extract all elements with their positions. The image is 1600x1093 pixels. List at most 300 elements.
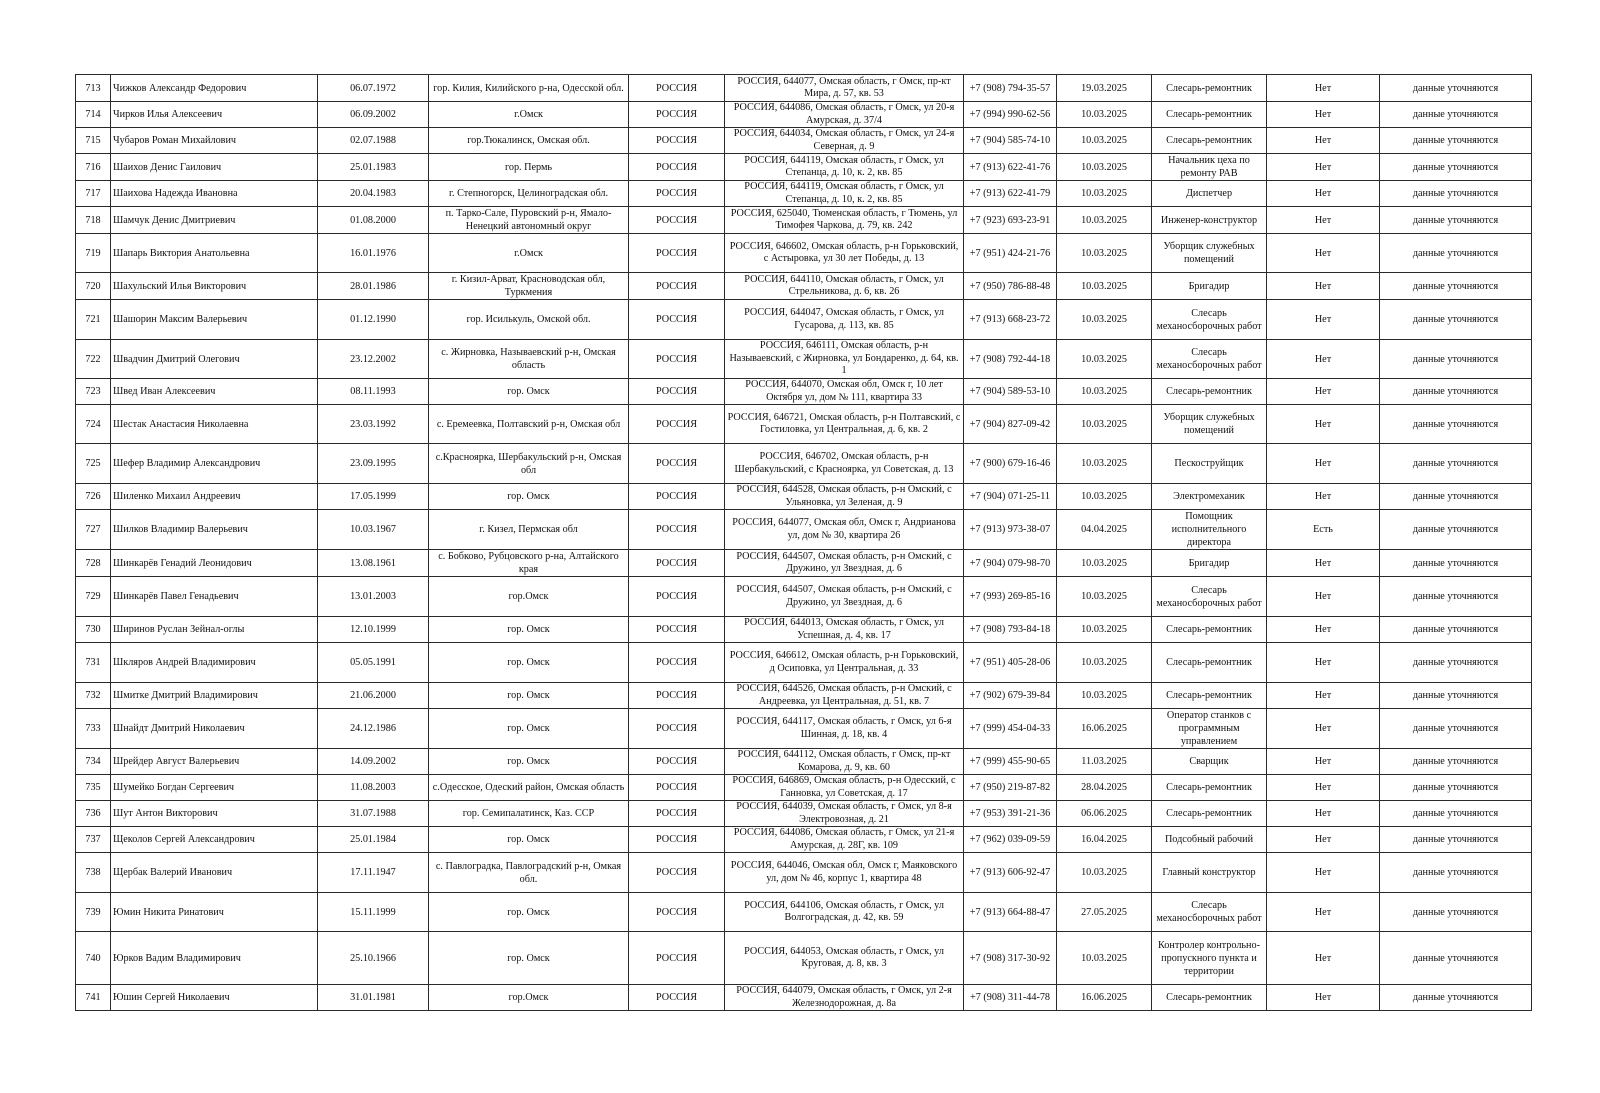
- note-cell: данные уточняются: [1380, 709, 1532, 749]
- birth-date-cell: 25.10.1966: [318, 932, 429, 985]
- full-name-cell: Юшин Сергей Николаевич: [111, 985, 318, 1011]
- full-name-cell: Швадчин Дмитрий Олегович: [111, 340, 318, 379]
- phone-cell: +7 (913) 606-92-47: [964, 853, 1057, 893]
- birth-place-cell: гор. Омск: [429, 749, 629, 775]
- full-name-cell: Шинкарёв Генадий Леонидович: [111, 550, 318, 577]
- row-number-cell: 740: [76, 932, 111, 985]
- row-number-cell: 719: [76, 234, 111, 273]
- hire-date-cell: 10.03.2025: [1057, 550, 1152, 577]
- row-number-cell: 734: [76, 749, 111, 775]
- phone-cell: +7 (950) 786-88-48: [964, 273, 1057, 300]
- address-cell: РОССИЯ, 644112, Омская область, г Омск, пр-кт Комарова, д. 9, кв. 60: [725, 749, 964, 775]
- flag-cell: Есть: [1267, 510, 1380, 550]
- position-cell: Слесарь механосборочных работ: [1152, 340, 1267, 379]
- full-name-cell: Шкляров Андрей Владимирович: [111, 643, 318, 683]
- position-cell: Уборщик служебных помещений: [1152, 234, 1267, 273]
- row-number-cell: 716: [76, 154, 111, 181]
- row-number-cell: 736: [76, 801, 111, 827]
- birth-date-cell: 23.03.1992: [318, 405, 429, 444]
- note-cell: данные уточняются: [1380, 577, 1532, 617]
- hire-date-cell: 19.03.2025: [1057, 75, 1152, 102]
- note-cell: данные уточняются: [1380, 340, 1532, 379]
- position-cell: Главный конструктор: [1152, 853, 1267, 893]
- address-cell: РОССИЯ, 644077, Омская обл, Омск г, Андрианова ул, дом № 30, квартира 26: [725, 510, 964, 550]
- address-cell: РОССИЯ, 625040, Тюменская область, г Тюмень, ул Тимофея Чаркова, д. 79, кв. 242: [725, 207, 964, 234]
- birth-date-cell: 13.01.2003: [318, 577, 429, 617]
- phone-cell: +7 (904) 589-53-10: [964, 379, 1057, 405]
- phone-cell: +7 (923) 693-23-91: [964, 207, 1057, 234]
- flag-cell: Нет: [1267, 932, 1380, 985]
- birth-date-cell: 17.05.1999: [318, 484, 429, 510]
- row-number-cell: 717: [76, 181, 111, 207]
- phone-cell: +7 (951) 405-28-06: [964, 643, 1057, 683]
- position-cell: Оператор станков с программным управлением: [1152, 709, 1267, 749]
- birth-place-cell: п. Тарко-Сале, Пуровский р-н, Ямало-Ненецкий автономный округ: [429, 207, 629, 234]
- birth-date-cell: 31.07.1988: [318, 801, 429, 827]
- birth-place-cell: гор. Омск: [429, 379, 629, 405]
- position-cell: Слесарь-ремонтник: [1152, 75, 1267, 102]
- country-cell: РОССИЯ: [629, 128, 725, 154]
- table-row: [76, 405, 1532, 444]
- flag-cell: Нет: [1267, 405, 1380, 444]
- phone-cell: +7 (908) 311-44-78: [964, 985, 1057, 1011]
- birth-place-cell: гор. Омск: [429, 709, 629, 749]
- position-cell: Сварщик: [1152, 749, 1267, 775]
- position-cell: Пескоструйщик: [1152, 444, 1267, 484]
- table-row: [76, 273, 1532, 300]
- hire-date-cell: 10.03.2025: [1057, 340, 1152, 379]
- row-number-cell: 735: [76, 775, 111, 801]
- position-cell: Бригадир: [1152, 273, 1267, 300]
- birth-place-cell: г. Кизел, Пермская обл: [429, 510, 629, 550]
- birth-date-cell: 01.12.1990: [318, 300, 429, 340]
- birth-date-cell: 21.06.2000: [318, 683, 429, 709]
- table-row: [76, 577, 1532, 617]
- flag-cell: Нет: [1267, 985, 1380, 1011]
- row-number-cell: 727: [76, 510, 111, 550]
- full-name-cell: Шестак Анастасия Николаевна: [111, 405, 318, 444]
- birth-date-cell: 31.01.1981: [318, 985, 429, 1011]
- row-number-cell: 728: [76, 550, 111, 577]
- table-row: [76, 643, 1532, 683]
- birth-place-cell: с.Красноярка, Шербакульский р-н, Омская обл: [429, 444, 629, 484]
- note-cell: данные уточняются: [1380, 273, 1532, 300]
- address-cell: РОССИЯ, 646612, Омская область, р-н Горьковский, д Осиповка, ул Центральная, д. 33: [725, 643, 964, 683]
- row-number-cell: 713: [76, 75, 111, 102]
- hire-date-cell: 10.03.2025: [1057, 207, 1152, 234]
- flag-cell: Нет: [1267, 273, 1380, 300]
- flag-cell: Нет: [1267, 749, 1380, 775]
- birth-date-cell: 05.05.1991: [318, 643, 429, 683]
- phone-cell: +7 (908) 317-30-92: [964, 932, 1057, 985]
- hire-date-cell: 10.03.2025: [1057, 683, 1152, 709]
- country-cell: РОССИЯ: [629, 75, 725, 102]
- birth-place-cell: г.Омск: [429, 234, 629, 273]
- phone-cell: +7 (953) 391-21-36: [964, 801, 1057, 827]
- hire-date-cell: 16.06.2025: [1057, 709, 1152, 749]
- flag-cell: Нет: [1267, 617, 1380, 643]
- table-row: [76, 340, 1532, 379]
- hire-date-cell: 10.03.2025: [1057, 128, 1152, 154]
- position-cell: Слесарь-ремонтник: [1152, 775, 1267, 801]
- flag-cell: Нет: [1267, 643, 1380, 683]
- country-cell: РОССИЯ: [629, 985, 725, 1011]
- row-number-cell: 738: [76, 853, 111, 893]
- phone-cell: +7 (913) 664-88-47: [964, 893, 1057, 932]
- birth-date-cell: 28.01.1986: [318, 273, 429, 300]
- table-row: [76, 154, 1532, 181]
- position-cell: Инженер-конструктор: [1152, 207, 1267, 234]
- full-name-cell: Шрейдер Август Валерьевич: [111, 749, 318, 775]
- phone-cell: +7 (999) 454-04-33: [964, 709, 1057, 749]
- full-name-cell: Шаихов Денис Гаилович: [111, 154, 318, 181]
- hire-date-cell: 10.03.2025: [1057, 484, 1152, 510]
- flag-cell: Нет: [1267, 683, 1380, 709]
- row-number-cell: 732: [76, 683, 111, 709]
- note-cell: данные уточняются: [1380, 128, 1532, 154]
- address-cell: РОССИЯ, 644070, Омская обл, Омск г, 10 лет Октября ул, дом № 111, квартира 33: [725, 379, 964, 405]
- hire-date-cell: 10.03.2025: [1057, 154, 1152, 181]
- flag-cell: Нет: [1267, 709, 1380, 749]
- address-cell: РОССИЯ, 646602, Омская область, р-н Горьковский, с Астыровка, ул 30 лет Победы, д. 13: [725, 234, 964, 273]
- position-cell: Слесарь-ремонтник: [1152, 801, 1267, 827]
- note-cell: данные уточняются: [1380, 234, 1532, 273]
- address-cell: РОССИЯ, 644507, Омская область, р-н Омский, с Дружино, ул Звездная, д. 6: [725, 550, 964, 577]
- birth-place-cell: гор. Омск: [429, 827, 629, 853]
- note-cell: данные уточняются: [1380, 643, 1532, 683]
- note-cell: данные уточняются: [1380, 484, 1532, 510]
- table-row: [76, 300, 1532, 340]
- country-cell: РОССИЯ: [629, 181, 725, 207]
- position-cell: Слесарь-ремонтник: [1152, 643, 1267, 683]
- table-row: [76, 749, 1532, 775]
- position-cell: Слесарь механосборочных работ: [1152, 577, 1267, 617]
- table-row: [76, 379, 1532, 405]
- position-cell: Подсобный рабочий: [1152, 827, 1267, 853]
- row-number-cell: 725: [76, 444, 111, 484]
- birth-place-cell: г. Степногорск, Целиноградская обл.: [429, 181, 629, 207]
- position-cell: Уборщик служебных помещений: [1152, 405, 1267, 444]
- row-number-cell: 715: [76, 128, 111, 154]
- flag-cell: Нет: [1267, 801, 1380, 827]
- table-body: [76, 75, 1532, 1011]
- country-cell: РОССИЯ: [629, 577, 725, 617]
- flag-cell: Нет: [1267, 300, 1380, 340]
- table-row: [76, 181, 1532, 207]
- birth-date-cell: 14.09.2002: [318, 749, 429, 775]
- birth-date-cell: 11.08.2003: [318, 775, 429, 801]
- full-name-cell: Шапарь Виктория Анатольевна: [111, 234, 318, 273]
- hire-date-cell: 06.06.2025: [1057, 801, 1152, 827]
- birth-place-cell: г.Омск: [429, 102, 629, 128]
- note-cell: данные уточняются: [1380, 827, 1532, 853]
- address-cell: РОССИЯ, 644086, Омская область, г Омск, ул 20-я Амурская, д. 37/4: [725, 102, 964, 128]
- address-cell: РОССИЯ, 644047, Омская область, г Омск, ул Гусарова, д. 113, кв. 85: [725, 300, 964, 340]
- flag-cell: Нет: [1267, 893, 1380, 932]
- position-cell: Слесарь механосборочных работ: [1152, 893, 1267, 932]
- flag-cell: Нет: [1267, 379, 1380, 405]
- hire-date-cell: 10.03.2025: [1057, 617, 1152, 643]
- country-cell: РОССИЯ: [629, 932, 725, 985]
- row-number-cell: 731: [76, 643, 111, 683]
- full-name-cell: Швед Иван Алексеевич: [111, 379, 318, 405]
- country-cell: РОССИЯ: [629, 207, 725, 234]
- table-row: [76, 932, 1532, 985]
- flag-cell: Нет: [1267, 444, 1380, 484]
- birth-date-cell: 06.07.1972: [318, 75, 429, 102]
- birth-date-cell: 23.12.2002: [318, 340, 429, 379]
- country-cell: РОССИЯ: [629, 683, 725, 709]
- phone-cell: +7 (913) 668-23-72: [964, 300, 1057, 340]
- birth-place-cell: г. Кизил-Арват, Красноводская обл, Туркмения: [429, 273, 629, 300]
- flag-cell: Нет: [1267, 484, 1380, 510]
- phone-cell: +7 (904) 071-25-11: [964, 484, 1057, 510]
- birth-date-cell: 10.03.1967: [318, 510, 429, 550]
- position-cell: Слесарь-ремонтник: [1152, 379, 1267, 405]
- country-cell: РОССИЯ: [629, 617, 725, 643]
- country-cell: РОССИЯ: [629, 340, 725, 379]
- country-cell: РОССИЯ: [629, 853, 725, 893]
- birth-date-cell: 08.11.1993: [318, 379, 429, 405]
- address-cell: РОССИЯ, 646111, Омская область, р-н Называевский, с Жирновка, ул Бондаренко, д. 64, кв. 1: [725, 340, 964, 379]
- full-name-cell: Шут Антон Викторович: [111, 801, 318, 827]
- address-cell: РОССИЯ, 644528, Омская область, р-н Омский, с Ульяновка, ул Зеленая, д. 9: [725, 484, 964, 510]
- address-cell: РОССИЯ, 644119, Омская область, г Омск, ул Степанца, д. 10, к. 2, кв. 85: [725, 154, 964, 181]
- hire-date-cell: 10.03.2025: [1057, 181, 1152, 207]
- address-cell: РОССИЯ, 644106, Омская область, г Омск, ул Волгоградская, д. 42, кв. 59: [725, 893, 964, 932]
- address-cell: РОССИЯ, 644077, Омская область, г Омск, пр-кт Мира, д. 57, кв. 53: [725, 75, 964, 102]
- country-cell: РОССИЯ: [629, 154, 725, 181]
- table-row: [76, 683, 1532, 709]
- table-row: [76, 853, 1532, 893]
- table-row: [76, 234, 1532, 273]
- birth-place-cell: гор.Омск: [429, 577, 629, 617]
- position-cell: Слесарь механосборочных работ: [1152, 300, 1267, 340]
- birth-date-cell: 13.08.1961: [318, 550, 429, 577]
- phone-cell: +7 (904) 585-74-10: [964, 128, 1057, 154]
- birth-date-cell: 25.01.1983: [318, 154, 429, 181]
- country-cell: РОССИЯ: [629, 775, 725, 801]
- row-number-cell: 737: [76, 827, 111, 853]
- address-cell: РОССИЯ, 646869, Омская область, р-н Одесский, с Ганновка, ул Советская, д. 17: [725, 775, 964, 801]
- address-cell: РОССИЯ, 644053, Омская область, г Омск, ул Круговая, д. 8, кв. 3: [725, 932, 964, 985]
- table-row: [76, 484, 1532, 510]
- row-number-cell: 718: [76, 207, 111, 234]
- note-cell: данные уточняются: [1380, 444, 1532, 484]
- hire-date-cell: 10.03.2025: [1057, 643, 1152, 683]
- full-name-cell: Юрков Вадим Владимирович: [111, 932, 318, 985]
- phone-cell: +7 (913) 622-41-76: [964, 154, 1057, 181]
- address-cell: РОССИЯ, 644046, Омская обл, Омск г, Маяковского ул, дом № 46, корпус 1, квартира 48: [725, 853, 964, 893]
- phone-cell: +7 (904) 079-98-70: [964, 550, 1057, 577]
- note-cell: данные уточняются: [1380, 102, 1532, 128]
- hire-date-cell: 16.06.2025: [1057, 985, 1152, 1011]
- flag-cell: Нет: [1267, 853, 1380, 893]
- hire-date-cell: 10.03.2025: [1057, 102, 1152, 128]
- birth-date-cell: 25.01.1984: [318, 827, 429, 853]
- table-row: [76, 207, 1532, 234]
- country-cell: РОССИЯ: [629, 102, 725, 128]
- hire-date-cell: 04.04.2025: [1057, 510, 1152, 550]
- phone-cell: +7 (999) 455-90-65: [964, 749, 1057, 775]
- row-number-cell: 733: [76, 709, 111, 749]
- country-cell: РОССИЯ: [629, 510, 725, 550]
- note-cell: данные уточняются: [1380, 405, 1532, 444]
- phone-cell: +7 (994) 990-62-56: [964, 102, 1057, 128]
- hire-date-cell: 27.05.2025: [1057, 893, 1152, 932]
- full-name-cell: Шумейко Богдан Сергеевич: [111, 775, 318, 801]
- note-cell: данные уточняются: [1380, 775, 1532, 801]
- flag-cell: Нет: [1267, 234, 1380, 273]
- country-cell: РОССИЯ: [629, 643, 725, 683]
- birth-date-cell: 16.01.1976: [318, 234, 429, 273]
- country-cell: РОССИЯ: [629, 709, 725, 749]
- country-cell: РОССИЯ: [629, 300, 725, 340]
- full-name-cell: Шахульский Илья Викторович: [111, 273, 318, 300]
- full-name-cell: Шамчук Денис Дмитриевич: [111, 207, 318, 234]
- table-row: [76, 893, 1532, 932]
- birth-date-cell: 02.07.1988: [318, 128, 429, 154]
- birth-place-cell: гор. Килия, Килийского р-на, Одесской обл.: [429, 75, 629, 102]
- address-cell: РОССИЯ, 644013, Омская область, г Омск, ул Успешная, д. 4, кв. 17: [725, 617, 964, 643]
- full-name-cell: Шиленко Михаил Андреевич: [111, 484, 318, 510]
- flag-cell: Нет: [1267, 775, 1380, 801]
- row-number-cell: 723: [76, 379, 111, 405]
- address-cell: РОССИЯ, 644039, Омская область, г Омск, ул 8-я Электровозная, д. 21: [725, 801, 964, 827]
- note-cell: данные уточняются: [1380, 985, 1532, 1011]
- address-cell: РОССИЯ, 644119, Омская область, г Омск, ул Степанца, д. 10, к. 2, кв. 85: [725, 181, 964, 207]
- full-name-cell: Чубаров Роман Михайлович: [111, 128, 318, 154]
- flag-cell: Нет: [1267, 550, 1380, 577]
- note-cell: данные уточняются: [1380, 801, 1532, 827]
- country-cell: РОССИЯ: [629, 444, 725, 484]
- country-cell: РОССИЯ: [629, 749, 725, 775]
- row-number-cell: 714: [76, 102, 111, 128]
- birth-place-cell: гор. Омск: [429, 484, 629, 510]
- birth-place-cell: гор. Омск: [429, 683, 629, 709]
- table-row: [76, 775, 1532, 801]
- full-name-cell: Шашорин Максим Валерьевич: [111, 300, 318, 340]
- table-row: [76, 617, 1532, 643]
- table-row: [76, 510, 1532, 550]
- birth-place-cell: с. Жирновка, Называевский р-н, Омская область: [429, 340, 629, 379]
- table-row: [76, 75, 1532, 102]
- full-name-cell: Шмитке Дмитрий Владимирович: [111, 683, 318, 709]
- hire-date-cell: 11.03.2025: [1057, 749, 1152, 775]
- full-name-cell: Ширинов Руслан Зейнал-оглы: [111, 617, 318, 643]
- full-name-cell: Юмин Никита Ринатович: [111, 893, 318, 932]
- birth-date-cell: 06.09.2002: [318, 102, 429, 128]
- position-cell: Слесарь-ремонтник: [1152, 102, 1267, 128]
- position-cell: Начальник цеха по ремонту РАВ: [1152, 154, 1267, 181]
- position-cell: Контролер контрольно-пропускного пункта и территории: [1152, 932, 1267, 985]
- birth-place-cell: гор. Омск: [429, 893, 629, 932]
- birth-place-cell: с.Одесское, Одеский район, Омская область: [429, 775, 629, 801]
- country-cell: РОССИЯ: [629, 893, 725, 932]
- full-name-cell: Шефер Владимир Александрович: [111, 444, 318, 484]
- row-number-cell: 721: [76, 300, 111, 340]
- birth-place-cell: гор. Пермь: [429, 154, 629, 181]
- flag-cell: Нет: [1267, 128, 1380, 154]
- phone-cell: +7 (908) 794-35-57: [964, 75, 1057, 102]
- phone-cell: +7 (913) 973-38-07: [964, 510, 1057, 550]
- position-cell: Электромеханик: [1152, 484, 1267, 510]
- hire-date-cell: 10.03.2025: [1057, 273, 1152, 300]
- address-cell: РОССИЯ, 644110, Омская область, г Омск, ул Стрельникова, д. 6, кв. 26: [725, 273, 964, 300]
- address-cell: РОССИЯ, 646721, Омская область, р-н Полтавский, с Гостиловка, ул Центральная, д. 6, кв. 2: [725, 405, 964, 444]
- full-name-cell: Шилков Владимир Валерьевич: [111, 510, 318, 550]
- row-number-cell: 720: [76, 273, 111, 300]
- row-number-cell: 726: [76, 484, 111, 510]
- phone-cell: +7 (950) 219-87-82: [964, 775, 1057, 801]
- flag-cell: Нет: [1267, 75, 1380, 102]
- birth-date-cell: 12.10.1999: [318, 617, 429, 643]
- table-row: [76, 128, 1532, 154]
- note-cell: данные уточняются: [1380, 207, 1532, 234]
- address-cell: РОССИЯ, 644117, Омская область, г Омск, ул 6-я Шинная, д. 18, кв. 4: [725, 709, 964, 749]
- hire-date-cell: 10.03.2025: [1057, 300, 1152, 340]
- table-row: [76, 801, 1532, 827]
- country-cell: РОССИЯ: [629, 827, 725, 853]
- birth-place-cell: гор. Омск: [429, 617, 629, 643]
- full-name-cell: Чирков Илья Алексеевич: [111, 102, 318, 128]
- phone-cell: +7 (900) 679-16-46: [964, 444, 1057, 484]
- full-name-cell: Чижков Александр Федорович: [111, 75, 318, 102]
- note-cell: данные уточняются: [1380, 749, 1532, 775]
- full-name-cell: Щеколов Сергей Александрович: [111, 827, 318, 853]
- note-cell: данные уточняются: [1380, 853, 1532, 893]
- table-row: [76, 709, 1532, 749]
- birth-date-cell: 23.09.1995: [318, 444, 429, 484]
- position-cell: Помощник исполнительного директора: [1152, 510, 1267, 550]
- full-name-cell: Шаихова Надежда Ивановна: [111, 181, 318, 207]
- hire-date-cell: 10.03.2025: [1057, 234, 1152, 273]
- country-cell: РОССИЯ: [629, 484, 725, 510]
- phone-cell: +7 (904) 827-09-42: [964, 405, 1057, 444]
- hire-date-cell: 28.04.2025: [1057, 775, 1152, 801]
- hire-date-cell: 10.03.2025: [1057, 577, 1152, 617]
- birth-date-cell: 01.08.2000: [318, 207, 429, 234]
- row-number-cell: 739: [76, 893, 111, 932]
- hire-date-cell: 10.03.2025: [1057, 405, 1152, 444]
- address-cell: РОССИЯ, 644034, Омская область, г Омск, ул 24-я Северная, д. 9: [725, 128, 964, 154]
- country-cell: РОССИЯ: [629, 405, 725, 444]
- hire-date-cell: 10.03.2025: [1057, 444, 1152, 484]
- table-row: [76, 102, 1532, 128]
- row-number-cell: 741: [76, 985, 111, 1011]
- note-cell: данные уточняются: [1380, 75, 1532, 102]
- flag-cell: Нет: [1267, 340, 1380, 379]
- phone-cell: +7 (908) 792-44-18: [964, 340, 1057, 379]
- flag-cell: Нет: [1267, 181, 1380, 207]
- note-cell: данные уточняются: [1380, 379, 1532, 405]
- birth-date-cell: 17.11.1947: [318, 853, 429, 893]
- address-cell: РОССИЯ, 644079, Омская область, г Омск, ул 2-я Железнодорожная, д. 8а: [725, 985, 964, 1011]
- flag-cell: Нет: [1267, 577, 1380, 617]
- birth-date-cell: 24.12.1986: [318, 709, 429, 749]
- phone-cell: +7 (902) 679-39-84: [964, 683, 1057, 709]
- full-name-cell: Шнайдт Дмитрий Николаевич: [111, 709, 318, 749]
- address-cell: РОССИЯ, 644526, Омская область, р-н Омский, с Андреевка, ул Центральная, д. 51, кв. 7: [725, 683, 964, 709]
- flag-cell: Нет: [1267, 154, 1380, 181]
- phone-cell: +7 (951) 424-21-76: [964, 234, 1057, 273]
- birth-place-cell: гор. Семипалатинск, Каз. ССР: [429, 801, 629, 827]
- address-cell: РОССИЯ, 644086, Омская область, г Омск, ул 21-я Амурская, д. 28Г, кв. 109: [725, 827, 964, 853]
- birth-place-cell: гор. Омск: [429, 643, 629, 683]
- position-cell: Слесарь-ремонтник: [1152, 985, 1267, 1011]
- address-cell: РОССИЯ, 646702, Омская область, р-н Шербакульский, с Красноярка, ул Советская, д. 13: [725, 444, 964, 484]
- table-row: [76, 827, 1532, 853]
